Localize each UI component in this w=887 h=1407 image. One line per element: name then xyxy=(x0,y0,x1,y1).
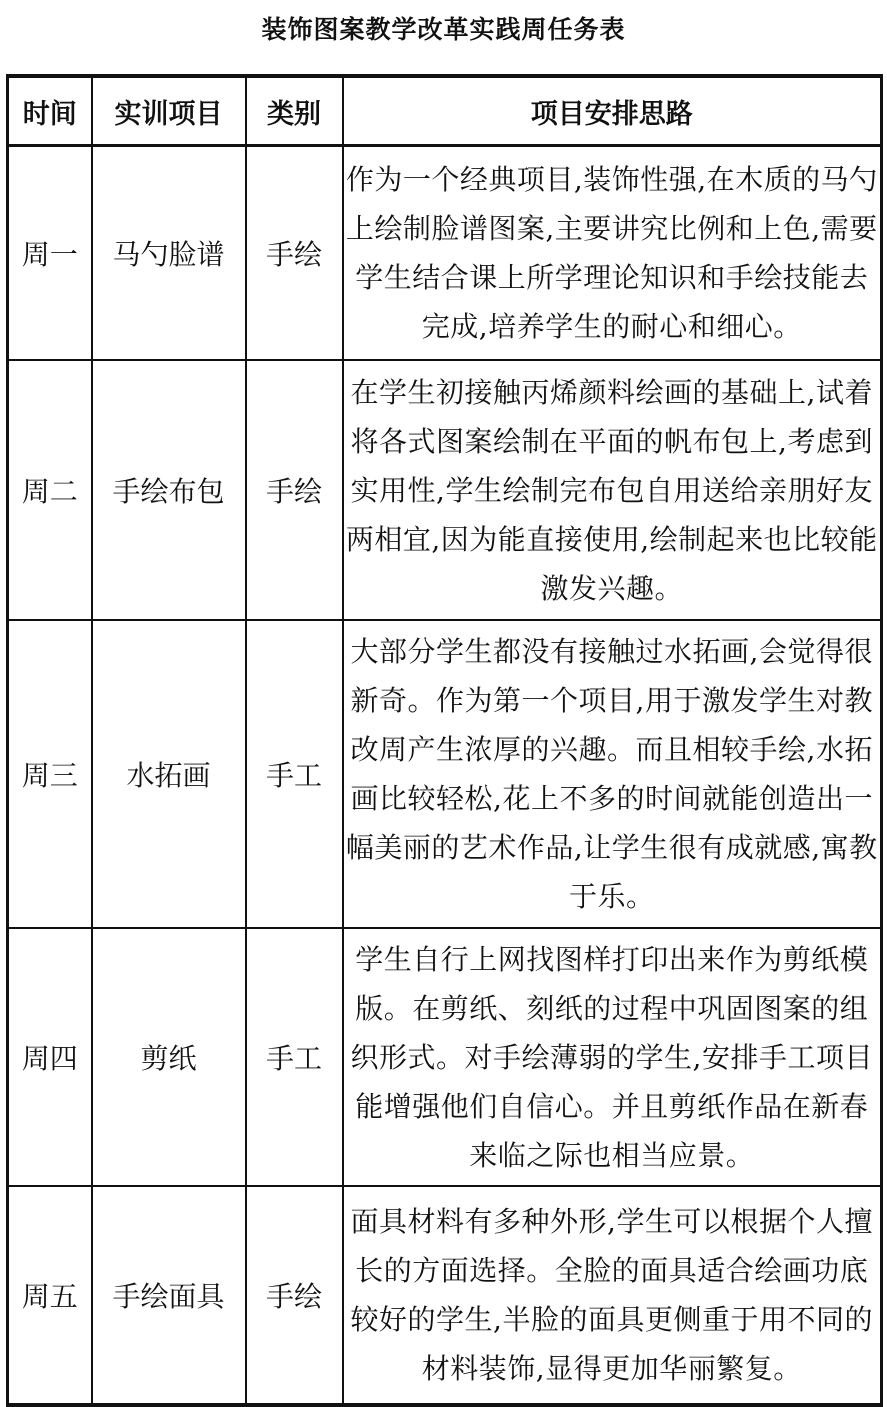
cell-plan: 学生自行上网找图样打印出来作为剪纸模版。在剪纸、刻纸的过程中巩固图案的组织形式。对手绘薄弱的学生,安排手工项目能增强他们自信心。并且剪纸作品在新春来临之际也相当应景。 xyxy=(343,928,882,1186)
cell-time: 周四 xyxy=(8,928,92,1186)
cell-plan: 大部分学生都没有接触过水拓画,会觉得很新奇。作为第一个项目,用于激发学生对教改周产生浓厚的兴趣。而且相较手绘,水拓画比较轻松,花上不多的时间就能创造出一幅美丽的艺术作品,让学生很有成就感,寓教于乐。 xyxy=(343,620,882,928)
cell-project: 马勺脸谱 xyxy=(92,146,246,361)
table-row xyxy=(8,146,882,361)
table-row xyxy=(8,620,882,928)
cell-time: 周五 xyxy=(8,1186,92,1405)
weekly-task-table xyxy=(6,74,883,1407)
cell-category: 手绘 xyxy=(246,360,343,620)
cell-category: 手工 xyxy=(246,620,343,928)
cell-time: 周二 xyxy=(8,360,92,620)
cell-project: 水拓画 xyxy=(92,620,246,928)
cell-category: 手绘 xyxy=(246,1186,343,1405)
cell-project: 手绘面具 xyxy=(92,1186,246,1405)
cell-category: 手工 xyxy=(246,928,343,1186)
cell-time: 周三 xyxy=(8,620,92,928)
table-header-row xyxy=(8,76,882,146)
cell-time: 周一 xyxy=(8,146,92,361)
table-row xyxy=(8,360,882,620)
column-header-plan: 项目安排思路 xyxy=(343,76,882,146)
cell-category: 手绘 xyxy=(246,146,343,361)
column-header-project: 实训项目 xyxy=(92,76,246,146)
cell-plan: 作为一个经典项目,装饰性强,在木质的马勺上绘制脸谱图案,主要讲究比例和上色,需要学生结合课上所学理论知识和手绘技能去完成,培养学生的耐心和细心。 xyxy=(343,146,882,361)
cell-plan: 面具材料有多种外形,学生可以根据个人擅长的方面选择。全脸的面具适合绘画功底较好的学生,半脸的面具更侧重于用不同的材料装饰,显得更加华丽繁复。 xyxy=(343,1186,882,1405)
cell-project: 剪纸 xyxy=(92,928,246,1186)
table-row xyxy=(8,928,882,1186)
cell-plan: 在学生初接触丙烯颜料绘画的基础上,试着将各式图案绘制在平面的帆布包上,考虑到实用性,学生绘制完布包自用送给亲朋好友两相宜,因为能直接使用,绘制起来也比较能激发兴趣。 xyxy=(343,360,882,620)
column-header-time: 时间 xyxy=(8,76,92,146)
page-title: 装饰图案教学改革实践周任务表 xyxy=(261,15,626,44)
cell-project: 手绘布包 xyxy=(92,360,246,620)
column-header-category: 类别 xyxy=(246,76,343,146)
table-row xyxy=(8,1186,882,1405)
